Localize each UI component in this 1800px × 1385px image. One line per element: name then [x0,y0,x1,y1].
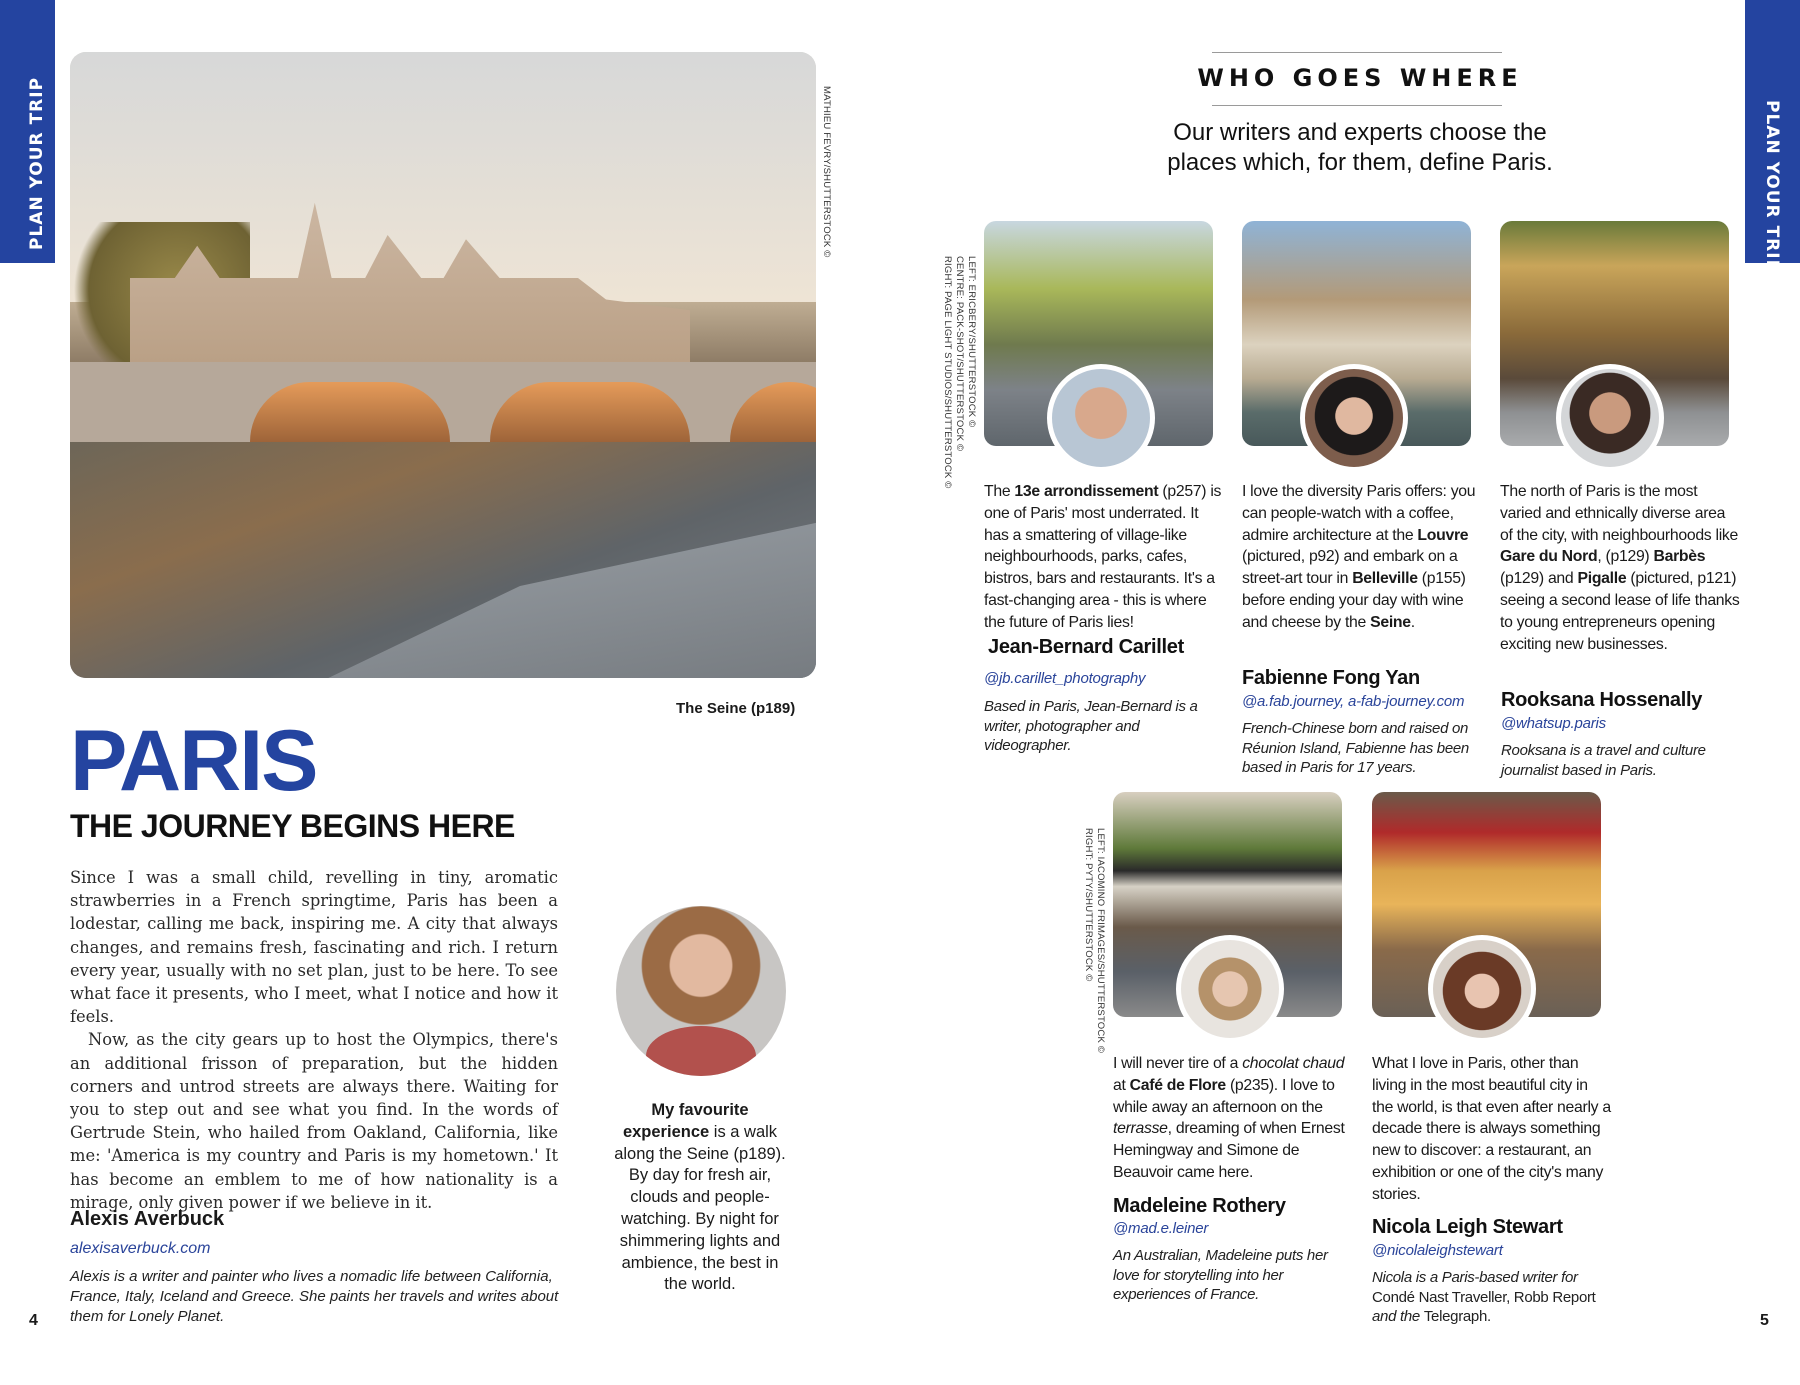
hero-caption: The Seine (p189) [676,700,796,717]
photo-credit: RIGHT: PAGE LIGHT STUDIOS/SHUTTERSTOCK © [942,256,953,489]
writer-name: Nicola Leigh Stewart [1372,1216,1563,1238]
intro-paragraph: Now, as the city gears up to host the Olympics, there's an additional frisson of preparation, but the hidden corners and untrod streets are always there. Waiting for you to step out and see what you find. In the words of Gertrude Stein, who hailed from Oakland, California, like me: 'America is my country and Paris is my hometown.' It has become an emblem to me of how nationality is a mirage, only given power if we believe in it. [70,1030,558,1212]
avatar-madeleine [1176,935,1284,1043]
author-bio: Alexis is a writer and painter who lives a nomadic life between California, France, Italy, Iceland and Greece. She paints her travels and writes about them for Lonely Planet. [70,1268,559,1325]
writer-name: Jean-Bernard Carillet [988,636,1184,658]
writer-handle-link[interactable]: @nicolaleighstewart [1372,1242,1503,1259]
favourite-experience [610,1100,790,1296]
photo-credit: CENTRE: PACK-SHOT/SHUTTERSTOCK © [954,256,965,452]
avatar-fabienne [1300,364,1408,472]
writer-name: Fabienne Fong Yan [1242,667,1420,689]
section-tab-label: PLAN YOUR TRIP [27,76,47,250]
hero-photo-seine [70,52,816,678]
heading-rule-bottom [1212,105,1502,106]
writer-bio: Rooksana is a travel and culture journalist based in Paris. [1501,742,1706,779]
writer-bio: An Australian, Madeleine puts her love for storytelling into her experiences of France. [1113,1247,1328,1303]
writer-bio: Based in Paris, Jean-Bernard is a writer, photographer and videographer. [984,698,1198,754]
heading-rule-top [1212,52,1502,53]
section-heading: WHO GOES WHERE [1197,64,1523,92]
writer-quote: The 13e arrondissement (p257) is one of Paris' most underrated. It has a smattering of village-like neighbourhoods, parks, cafes, bistros, bars and restaurants. It's a fast-changing area - this is where the future of Paris lies! [984,483,1222,631]
page-subtitle: THE JOURNEY BEGINS HERE [70,808,515,844]
writer-bio: Nicola is a Paris-based writer for Condé Nast Traveller, Robb Report and the Telegraph. [1372,1269,1596,1325]
photo-credit: MATHIEU FEVRY/SHUTTERSTOCK © [821,86,832,258]
photo-credit: LEFT: ERICBERY/SHUTTERSTOCK © [966,256,977,428]
writer-quote: I love the diversity Paris offers: you can people-watch with a coffee, admire architecture at the Louvre (pictured, p92) and embark on a street-art tour in Belleville (p155) before ending your day with wine and cheese by the Seine. [1242,483,1476,631]
writer-bio: French-Chinese born and raised on Réunion Island, Fabienne has been based in Paris for 17 years. [1242,720,1469,776]
author-name: Alexis Averbuck [70,1208,225,1230]
section-tab-label: PLAN YOUR TRIP [1762,100,1782,274]
photo-credit: LEFT: IACOMINO FRIMAGES/SHUTTERSTOCK © [1095,828,1106,1054]
favourite-text: is a walk along the Seine (p189). By day for fresh air, clouds and people-watching. By night for shimmering lights and ambience, the best in the world. [614,1122,786,1294]
writer-handle-link[interactable]: @a.fab.journey, a-fab-journey.com [1242,693,1465,710]
avatar-nicola [1428,935,1536,1043]
section-tab-left [0,0,55,263]
author-portrait [616,906,786,1076]
writer-quote: I will never tire of a chocolat chaud at Café de Flore (p235). I love to while away an afternoon on the terrasse, dreaming of when Ernest Hemingway and Simone de Beauvoir came here. [1113,1055,1345,1181]
writer-handle-link[interactable]: @mad.e.leiner [1113,1220,1209,1237]
page-title: PARIS [70,713,317,809]
section-intro: Our writers and experts choose the places which, for them, define Paris. [1167,119,1553,176]
section-tab-right [1745,0,1800,274]
intro-paragraph: Since I was a small child, revelling in tiny, aromatic strawberries in a French springtime, Paris has been a lodestar, calling me back, inspiring me. A city that always changes, and remains fresh, fascinating and rich. I return every year, usually with no set plan, just to be here. To see what face it presents, who I meet, what I notice and how it feels. [70,868,558,1027]
writer-handle-link[interactable]: @whatsup.paris [1501,715,1606,732]
photo-credit: RIGHT: PYTY/SHUTTERSTOCK © [1083,828,1094,982]
page-number-right: 5 [1760,1312,1769,1329]
writer-handle-link[interactable]: @jb.carillet_photography [984,670,1146,687]
avatar-rooksana [1556,364,1664,472]
writer-name: Rooksana Hossenally [1501,689,1703,711]
writer-name: Madeleine Rothery [1113,1195,1286,1217]
avatar-jean-bernard [1047,364,1155,472]
page-number-left: 4 [29,1312,38,1329]
writer-quote: The north of Paris is the most varied and ethnically diverse area of the city, with neighbourhoods like Gare du Nord, (p129) Barbès (p129) and Pigalle (pictured, p121) seeing a second lease of life thanks to young entrepreneurs opening exciting new businesses. [1500,483,1740,653]
intro-body [70,866,558,1214]
author-website-link[interactable]: alexisaverbuck.com [70,1240,211,1257]
favourite-label: My favourite experience [622,1101,749,1141]
writer-quote: What I love in Paris, other than living in the most beautiful city in the world, is that even after nearly a decade there is always something new to discover: a restaurant, an exhibition or one of the city's many stories. [1372,1055,1611,1203]
